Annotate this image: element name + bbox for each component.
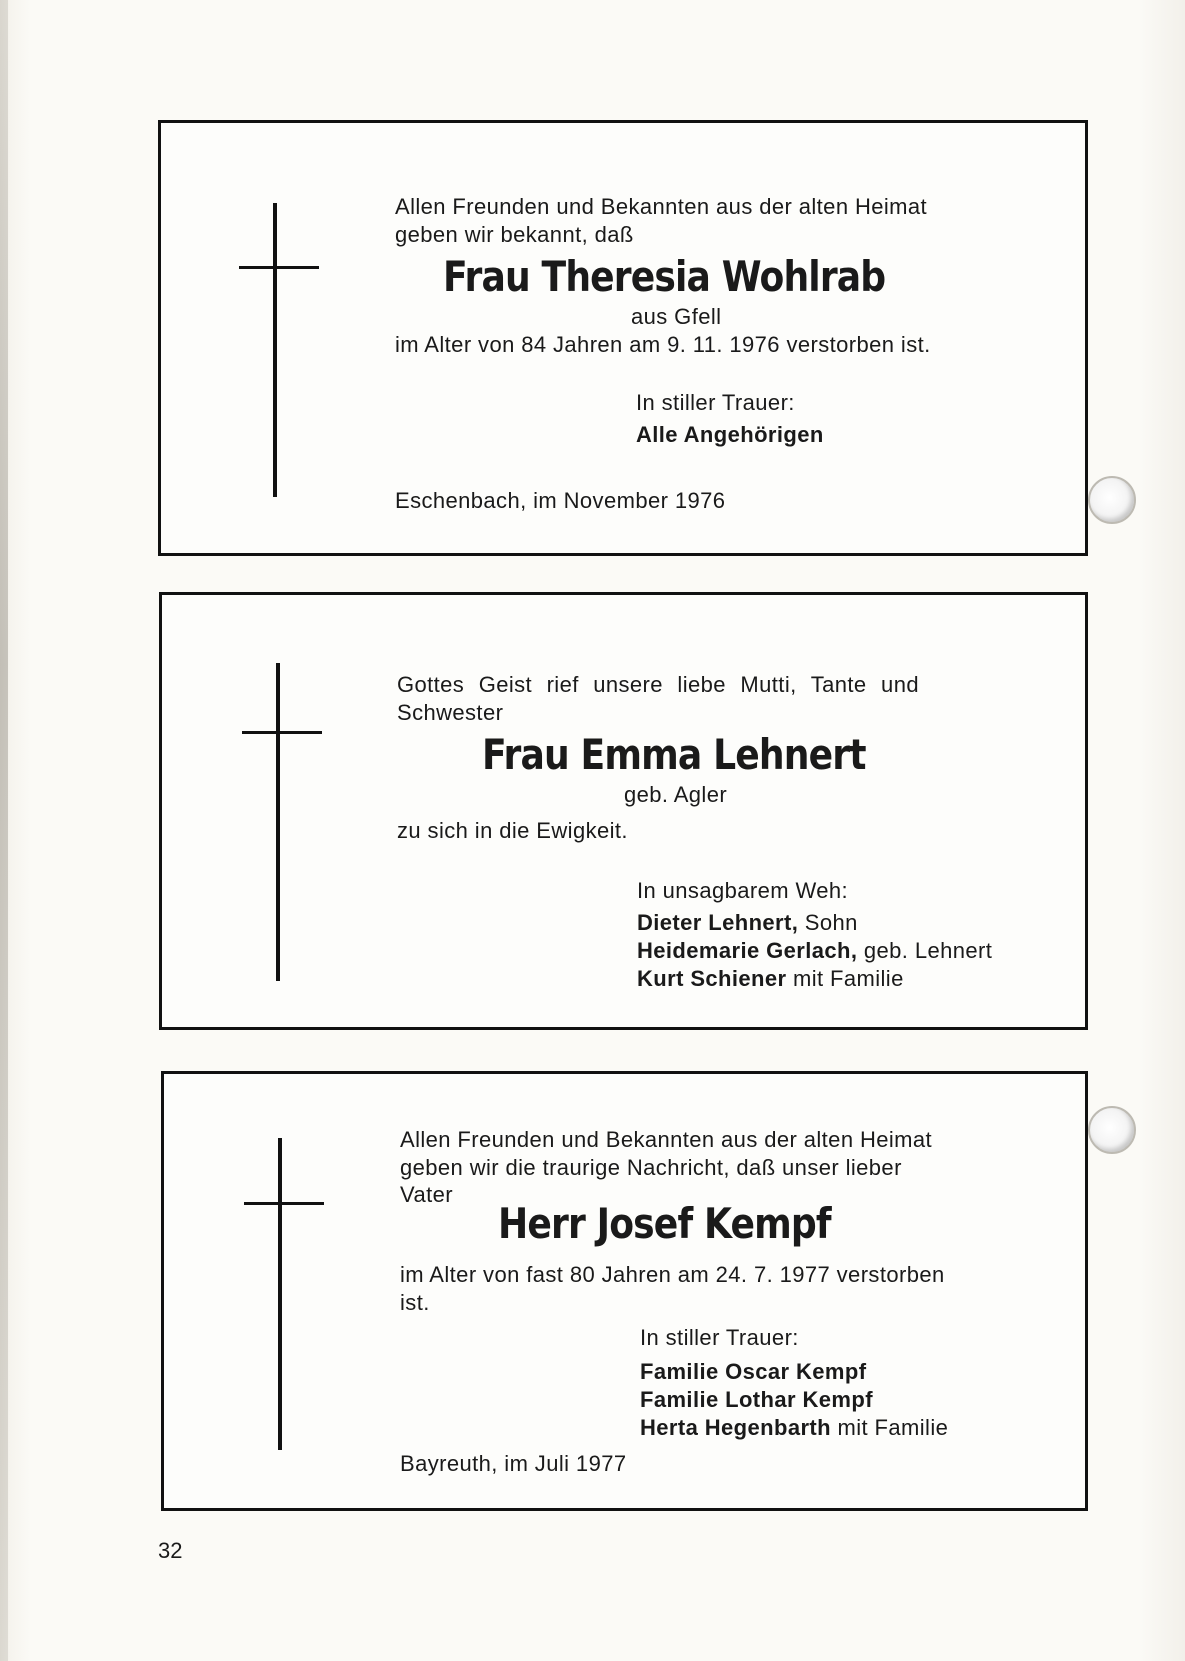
notice-detail: ist. bbox=[400, 1290, 430, 1315]
mourner-entry bbox=[637, 937, 992, 965]
mourner-name: Alle Angehörigen bbox=[636, 422, 824, 447]
obituary-notice-3 bbox=[161, 1071, 1088, 1511]
mourning-label: In stiller Trauer: bbox=[640, 1325, 799, 1350]
mourner-relation: Sohn bbox=[798, 910, 858, 935]
notice-intro-line: Allen Freunden und Bekannten aus der alten Heimat bbox=[400, 1127, 933, 1152]
mourner-relation: mit Familie bbox=[786, 966, 904, 991]
deceased-birth-name: geb. Agler bbox=[624, 782, 728, 807]
cross-icon bbox=[242, 663, 322, 983]
mourner-entry bbox=[637, 965, 904, 993]
mourner-entry bbox=[637, 909, 858, 937]
cross-vertical-bar bbox=[276, 663, 280, 981]
cross-vertical-bar bbox=[273, 203, 277, 497]
deceased-name: Frau Emma Lehnert bbox=[482, 730, 866, 779]
mourner-name: Heidemarie Gerlach, bbox=[637, 938, 858, 963]
notice-intro-line: Schwester bbox=[397, 700, 504, 725]
mourner-name: Herta Hegenbarth bbox=[640, 1415, 831, 1440]
deceased-name: Frau Theresia Wohlrab bbox=[443, 252, 886, 301]
notice-detail: im Alter von fast 80 Jahren am 24. 7. 1977 verstorben bbox=[400, 1262, 945, 1287]
cross-icon bbox=[244, 1138, 324, 1454]
cross-horizontal-bar bbox=[242, 731, 322, 734]
mourner-name: Familie Oscar Kempf bbox=[640, 1359, 867, 1384]
notice-detail: im Alter von 84 Jahren am 9. 11. 1976 verstorben ist. bbox=[395, 332, 931, 357]
place-date: Bayreuth, im Juli 1977 bbox=[400, 1451, 627, 1476]
mourner-name: Dieter Lehnert, bbox=[637, 910, 799, 935]
obituary-notice-2 bbox=[159, 592, 1088, 1030]
cross-vertical-bar bbox=[278, 1138, 282, 1450]
notice-detail: zu sich in die Ewigkeit. bbox=[397, 818, 628, 843]
notice-intro-line: Allen Freunden und Bekannten aus der alten Heimat bbox=[395, 194, 928, 219]
notice-intro-line: Gottes Geist rief unsere liebe Mutti, Tante und bbox=[397, 672, 919, 697]
notice-intro-line: Vater bbox=[400, 1182, 453, 1207]
mourner-name: Familie Lothar Kempf bbox=[640, 1387, 873, 1412]
mourner-relation: geb. Lehnert bbox=[857, 938, 993, 963]
page-number: 32 bbox=[158, 1538, 183, 1563]
mourning-label: In stiller Trauer: bbox=[636, 390, 795, 415]
mourning-label: In unsagbarem Weh: bbox=[637, 878, 849, 903]
notice-intro-line: geben wir die traurige Nachricht, daß unser lieber bbox=[400, 1155, 902, 1180]
page-edge bbox=[0, 0, 8, 1661]
mourner-name: Kurt Schiener bbox=[637, 966, 787, 991]
mourner-entry bbox=[640, 1414, 948, 1442]
obituary-notice-1 bbox=[158, 120, 1088, 556]
notice-intro-line: geben wir bekannt, daß bbox=[395, 222, 634, 247]
cross-icon bbox=[239, 203, 319, 503]
punch-hole bbox=[1088, 1106, 1136, 1154]
deceased-name: Herr Josef Kempf bbox=[498, 1199, 831, 1248]
deceased-origin: aus Gfell bbox=[631, 304, 722, 329]
mourner-relation: mit Familie bbox=[831, 1415, 949, 1440]
cross-horizontal-bar bbox=[239, 266, 319, 269]
cross-horizontal-bar bbox=[244, 1202, 324, 1205]
punch-hole bbox=[1088, 476, 1136, 524]
place-date: Eschenbach, im November 1976 bbox=[395, 488, 726, 513]
